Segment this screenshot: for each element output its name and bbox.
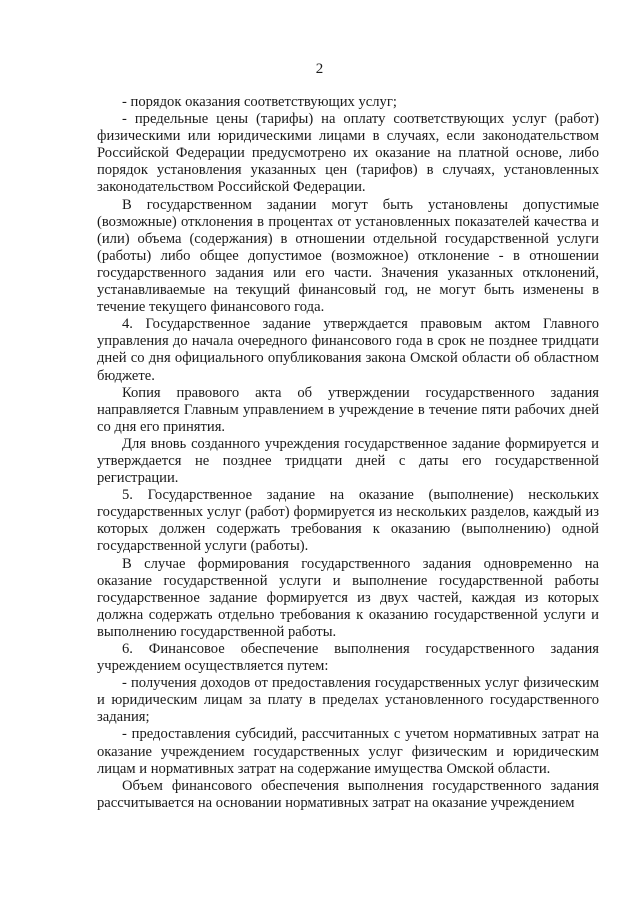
paragraph: 5. Государственное задание на оказание (выполнение) нескольких государственных услуг (работ) формируется из нескольких разделов, каждый из которых должен содержать требования к оказанию (выполнению) одной государственной услуги (работы).	[97, 487, 599, 555]
paragraph: В случае формирования государственного задания одновременно на оказание государственной услуги и выполнение государственной работы государственное задание формируется из двух частей, каждая из которых должна содержать отдельно требования к оказанию государственной услуги и выполнению государственной работы.	[97, 555, 599, 640]
paragraph: 4. Государственное задание утверждается правовым актом Главного управления до начала очередного финансового года в срок не позднее тридцати дней со дня официального опубликования закона Омской области об областном бюджете.	[97, 316, 599, 384]
paragraph: - получения доходов от предоставления государственных услуг физическим и юридическим лицам за плату в пределах установленного государственного задания;	[97, 675, 599, 726]
paragraph: Объем финансового обеспечения выполнения государственного задания рассчитывается на основании нормативных затрат на оказание учреждением	[97, 777, 599, 811]
paragraph: - предоставления субсидий, рассчитанных с учетом нормативных затрат на оказание учреждением государственных услуг физическим и юридическим лицам и нормативных затрат на содержание имущества Омской области.	[97, 726, 599, 777]
page-number: 2	[315, 61, 324, 77]
paragraph: В государственном задании могут быть установлены допустимые (возможные) отклонения в процентах от установленных показателей качества и (или) объема (содержания) в отношении отдельной государственной услуги (работы) либо общее допустимое (возможное) отклонение - в отношении государственного задания или его части. Значения указанных отклонений, устанавливаемые на текущий финансовый год, не могут быть изменены в течение текущего финансового года.	[97, 196, 599, 316]
paragraph: 6. Финансовое обеспечение выполнения государственного задания учреждением осуществляется путем:	[97, 641, 599, 675]
paragraph: Копия правового акта об утверждении государственного задания направляется Главным управлением в учреждение в течение пяти рабочих дней со дня его принятия.	[97, 384, 599, 435]
document-body	[97, 94, 599, 812]
paragraph: Для вновь созданного учреждения государственное задание формируется и утверждается не позднее тридцати дней с даты его государственной регистрации.	[97, 435, 599, 487]
paragraph: - порядок оказания соответствующих услуг;	[122, 94, 397, 110]
paragraph: - предельные цены (тарифы) на оплату соответствующих услуг (работ) физическими или юридическими лицами в случаях, если законодательством Российской Федерации предусмотрено их оказание на платной основе, либо порядок установления указанных цен (тарифов) в случаях, установленных законодательством Российской Федерации.	[97, 111, 599, 196]
